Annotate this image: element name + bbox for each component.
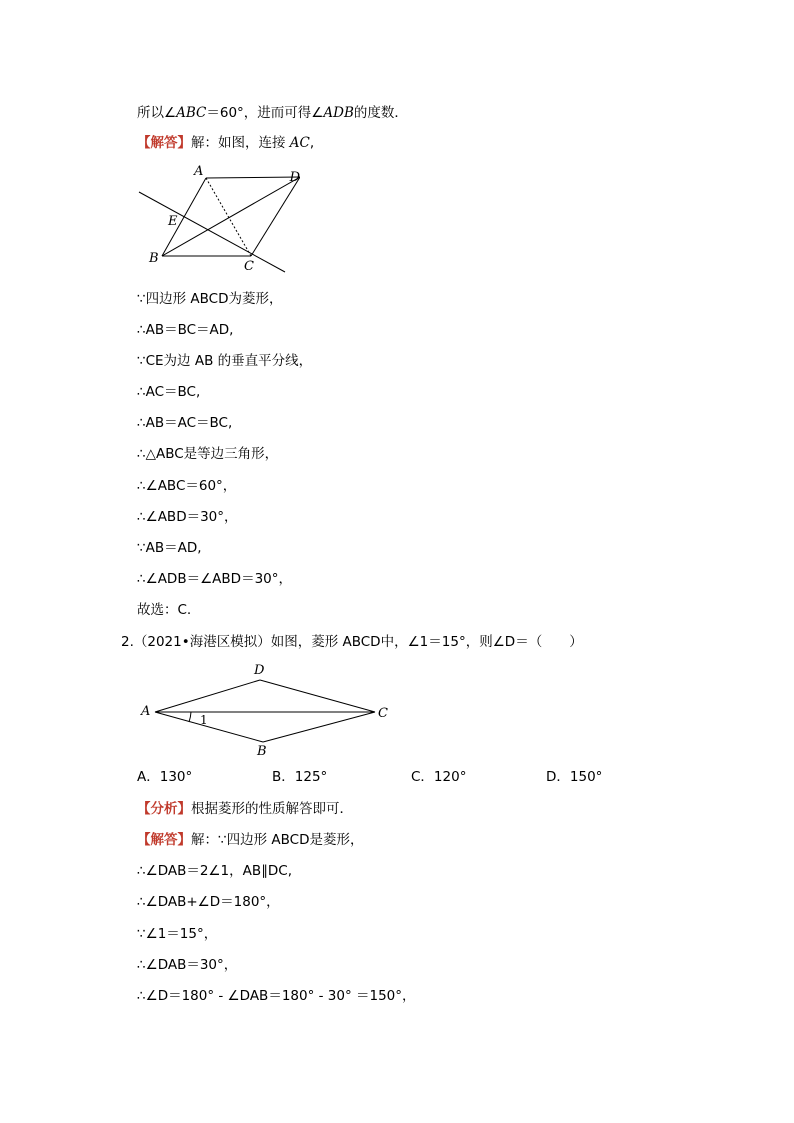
fig1-label-E: E (168, 214, 178, 229)
fig2-line-CB (263, 712, 375, 742)
answer-tag: 【解答】 (137, 832, 191, 848)
option-c: C．120° (411, 769, 467, 785)
fig2-line-AD (155, 680, 260, 712)
fig2-label-D: D (254, 663, 265, 678)
solution-step: ∵AB＝AD, (137, 540, 202, 556)
solution-step: 故选：C. (137, 602, 192, 618)
solution-step: ∴∠DAB＝30°， (137, 957, 238, 973)
answer-tag: 【解答】 (137, 135, 191, 151)
fig2-angle-arc (189, 712, 191, 722)
answer-text: 解：∵四边形 ABCD是菱形， (191, 832, 364, 848)
analysis-line (137, 800, 353, 818)
solution-step: ∴AB＝AC＝BC, (137, 415, 233, 431)
solution-step: ∵CE为边 AB 的垂直平分线， (137, 353, 313, 369)
answer-punct: , (309, 135, 315, 151)
intro-var: ADB (323, 105, 354, 121)
figure-rhombus-2 (135, 658, 395, 758)
solution-step: ∵四边形 ABCD为菱形， (137, 291, 283, 307)
solution-step: ∴AB＝BC＝AD, (137, 322, 234, 338)
fig1-label-C: C (244, 259, 254, 274)
fig1-line-CE (139, 192, 285, 272)
solution-step: ∴∠ABD＝30°， (137, 509, 238, 525)
solution-step: ∴∠DAB＝2∠1，AB∥DC, (137, 863, 292, 879)
intro-var: ABC (176, 105, 207, 121)
fig2-angle-label: 1 (200, 713, 208, 727)
intro-text: 的度数． (353, 105, 408, 121)
analysis-tag: 【分析】 (137, 801, 191, 817)
answer-line-1 (137, 134, 314, 152)
fig1-label-D: D (289, 170, 300, 185)
option-b: B．125° (272, 769, 328, 785)
option-a: A．130° (137, 769, 193, 785)
figure-rhombus-1 (130, 160, 300, 275)
question-2: 2.（2021•海港区模拟）如图，菱形 ABCD中，∠1＝15°，则∠D＝（ ） (121, 634, 583, 650)
intro-text: 所以∠ (137, 105, 177, 121)
solution-step: ∴∠ABC＝60°， (137, 478, 237, 494)
intro-text: ＝60°，进而可得∠ (206, 105, 324, 121)
option-d: D．150° (546, 769, 603, 785)
fig2-label-C: C (378, 706, 388, 721)
solution-step: ∴∠D＝180° - ∠DAB＝180° - 30° ＝150°， (137, 988, 416, 1004)
analysis-text: 根据菱形的性质解答即可． (191, 801, 353, 817)
answer-line-2 (137, 831, 363, 849)
fig2-line-BA (155, 712, 263, 742)
answer-var: AC (289, 135, 310, 151)
fig2-label-A: A (141, 704, 151, 719)
answer-text: 解：如图，连接 (191, 135, 290, 151)
intro-line (137, 104, 408, 122)
fig1-label-A: A (194, 164, 204, 179)
fig2-line-DC (260, 680, 375, 712)
fig1-line-CD (251, 177, 300, 256)
fig1-label-B: B (149, 251, 159, 266)
solution-step: ∴∠DAB+∠D＝180°， (137, 894, 280, 910)
fig1-line-AC (206, 178, 251, 256)
fig2-label-B: B (257, 744, 267, 758)
solution-step: ∵∠1＝15°， (137, 926, 218, 942)
solution-step: ∴AC＝BC, (137, 384, 201, 400)
solution-step: ∴∠ADB＝∠ABD＝30°， (137, 571, 293, 587)
fig1-line-AD (206, 177, 300, 178)
solution-step: ∴△ABC是等边三角形， (137, 446, 279, 462)
